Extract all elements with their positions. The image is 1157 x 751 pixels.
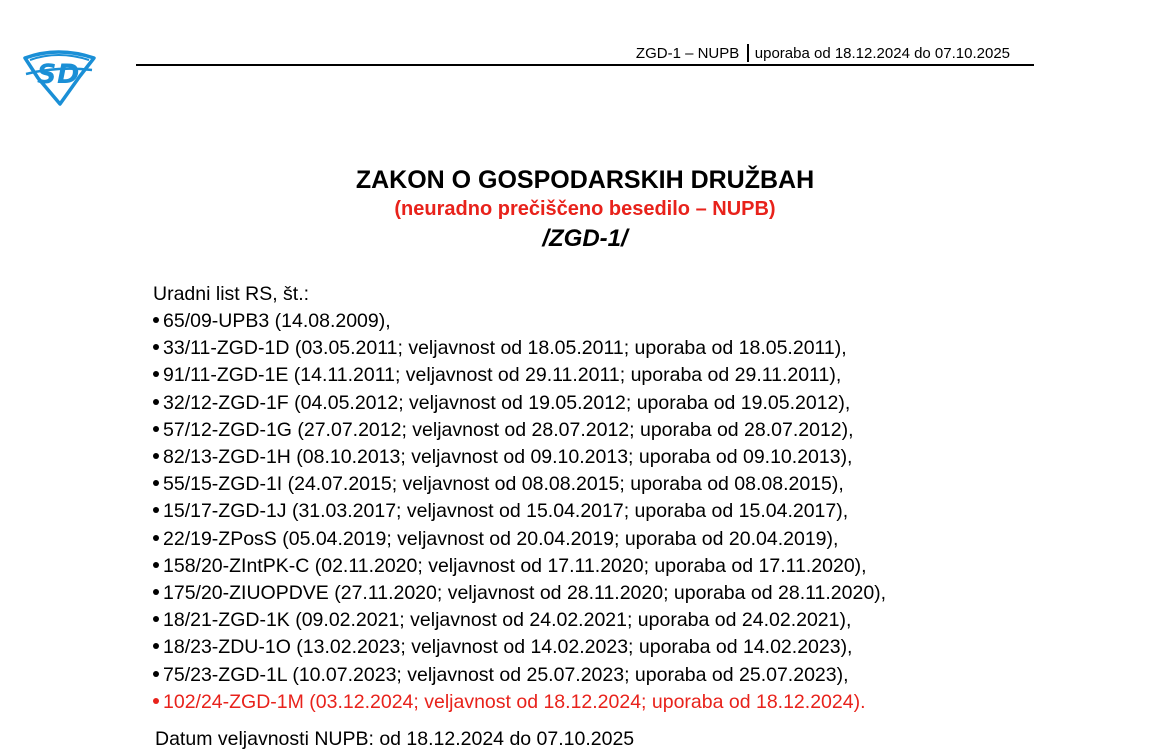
list-item <box>153 335 886 362</box>
validity-date: Datum veljavnosti NUPB: od 18.12.2024 do 07.10.2025 <box>155 728 635 750</box>
list-item <box>153 471 886 498</box>
doc-code: ZGD-1 – NUPB <box>635 45 740 62</box>
list-item-text: 158/20-ZIntPK-C (02.11.2020; veljavnost od 17.11.2020; uporaba od 17.11.2020), <box>163 554 867 577</box>
list-item <box>153 580 886 607</box>
bullet-icon <box>153 371 159 377</box>
header-divider <box>747 44 749 62</box>
bullet-icon <box>153 562 159 568</box>
list-item-text: 65/09-UPB3 (14.08.2009), <box>163 310 391 332</box>
list-item-text: 18/21-ZGD-1K (09.02.2021; veljavnost od 24.02.2021; uporaba od 24.02.2021), <box>163 609 852 632</box>
usage-period: uporaba od 18.12.2024 do 07.10.2025 <box>754 45 1010 62</box>
list-item <box>153 662 886 689</box>
list-item-text: 175/20-ZIUOPDVE (27.11.2020; veljavnost od 28.11.2020; uporaba od 28.11.2020), <box>163 582 887 605</box>
bullet-icon <box>153 535 159 541</box>
list-item <box>153 607 886 634</box>
svg-text:S: S <box>37 59 57 90</box>
list-item <box>153 444 886 471</box>
gazette-label: Uradni list RS, št.: <box>153 283 310 305</box>
bullet-icon <box>153 643 159 649</box>
bullet-icon <box>153 480 159 486</box>
bullet-icon <box>153 671 159 677</box>
list-item-text: 32/12-ZGD-1F (04.05.2012; veljavnost od 19.05.2012; uporaba od 19.05.2012), <box>163 391 851 414</box>
list-item <box>153 308 886 335</box>
list-item <box>153 390 886 417</box>
law-title: ZAKON O GOSPODARSKIH DRUŽBAH <box>355 166 815 194</box>
bullet-icon <box>153 698 159 704</box>
header-rule <box>136 64 1034 66</box>
list-item <box>153 417 886 444</box>
bullet-icon <box>153 616 159 622</box>
list-item-text: 82/13-ZGD-1H (08.10.2013; veljavnost od 09.10.2013; uporaba od 09.10.2013), <box>163 446 853 469</box>
bullet-icon <box>153 589 159 595</box>
bullet-icon <box>153 453 159 459</box>
bullet-icon <box>153 344 159 350</box>
list-item <box>153 634 886 661</box>
gospodarska-zbornica-logo <box>20 44 98 106</box>
list-item-text: 15/17-ZGD-1J (31.03.2017; veljavnost od 15.04.2017; uporaba od 15.04.2017), <box>163 500 849 523</box>
bullet-icon <box>153 399 159 405</box>
svg-text:D: D <box>57 59 80 90</box>
list-item-text: 75/23-ZGD-1L (10.07.2023; veljavnost od 25.07.2023; uporaba od 25.07.2023), <box>163 663 849 686</box>
title-block <box>0 164 1157 256</box>
bullet-icon <box>153 507 159 513</box>
amendment-list <box>153 308 886 716</box>
list-item-text: 22/19-ZPosS (05.04.2019; veljavnost od 20.04.2019; uporaba od 20.04.2019), <box>163 527 839 550</box>
list-item-text: 91/11-ZGD-1E (14.11.2011; veljavnost od 29.11.2011; uporaba od 29.11.2011), <box>163 364 842 387</box>
list-item-current <box>153 689 886 716</box>
page-header <box>636 44 1010 62</box>
list-item-text: 55/15-ZGD-1I (24.07.2015; veljavnost od 08.08.2015; uporaba od 08.08.2015), <box>163 473 844 496</box>
gazette-section <box>153 281 886 716</box>
list-item <box>153 553 886 580</box>
list-item-text: 102/24-ZGD-1M (03.12.2024; veljavnost od 18.12.2024; uporaba od 18.12.2024). <box>163 690 866 713</box>
list-item-text: 33/11-ZGD-1D (03.05.2011; veljavnost od 18.05.2011; uporaba od 18.05.2011), <box>163 337 847 360</box>
list-item-text: 57/12-ZGD-1G (27.07.2012; veljavnost od 28.07.2012; uporaba od 28.07.2012), <box>163 418 854 441</box>
list-item-text: 18/23-ZDU-1O (13.02.2023; veljavnost od 14.02.2023; uporaba od 14.02.2023), <box>163 636 853 659</box>
bullet-icon <box>153 317 159 323</box>
list-item <box>153 362 886 389</box>
law-abbreviation: /ZGD-1/ <box>542 225 628 252</box>
law-subtitle: (neuradno prečiščeno besedilo – NUPB) <box>394 198 776 220</box>
list-item <box>153 526 886 553</box>
list-item <box>153 498 886 525</box>
bullet-icon <box>153 426 159 432</box>
